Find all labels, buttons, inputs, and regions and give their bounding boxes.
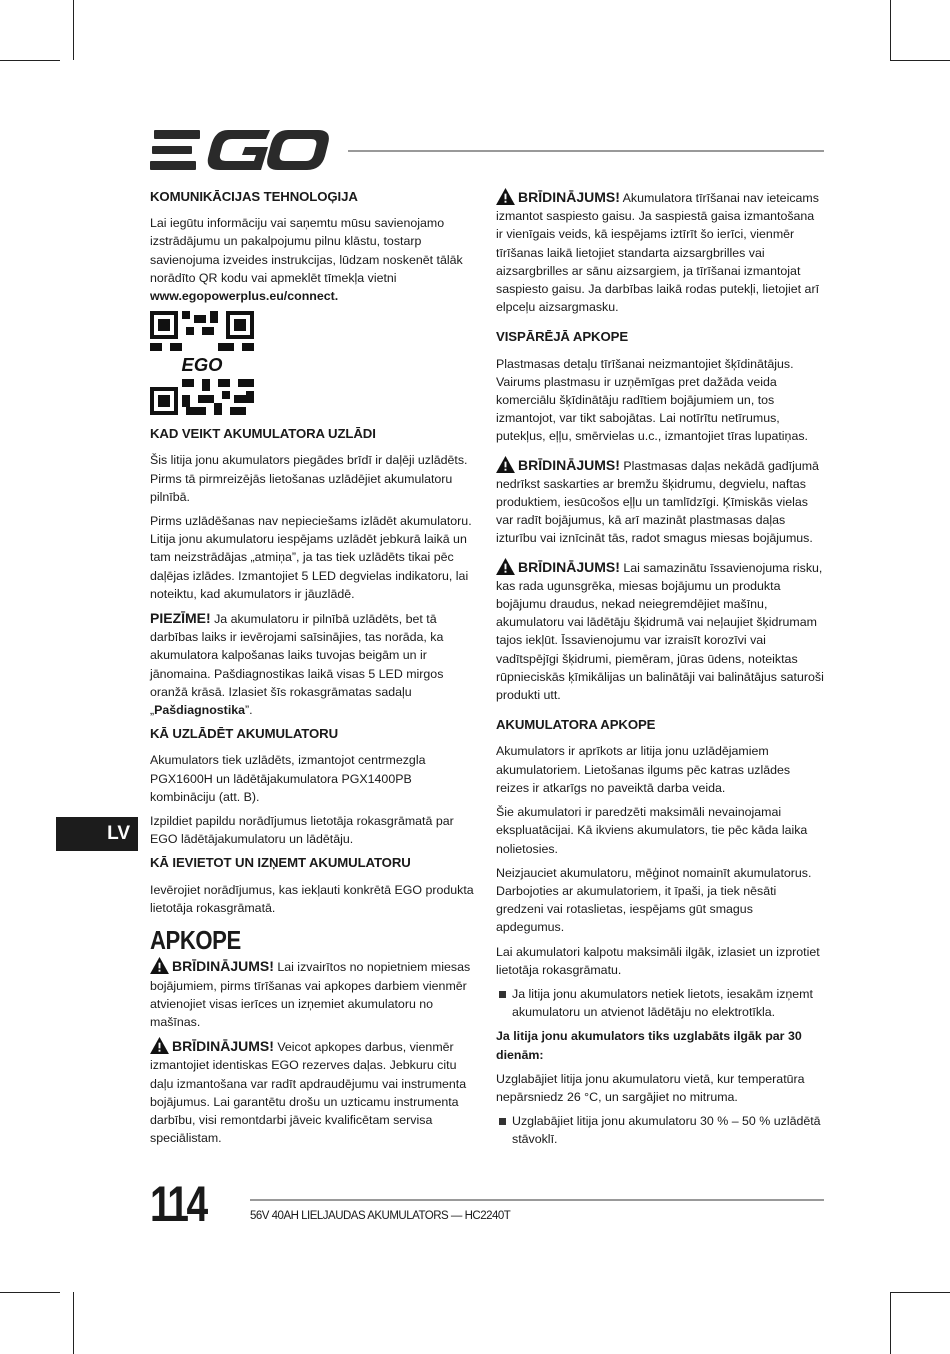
header-rule — [348, 150, 824, 152]
warning-icon — [496, 456, 515, 473]
crop-mark — [890, 0, 891, 60]
qr-logo: EGO — [181, 354, 223, 376]
paragraph: Pirms uzlādēšanas nav nepieciešams izlādēt akumulatoru. Litija jonu akumulatoru iespējams uzlādēt jebkurā laikā un tam neizstrādājas „atmiņa”, ja tas tiek uzlādēts tikai pēc daļējas izlādes. Izmantojiet 5 LED degvielas indikatoru, lai noteiktu, kad akumulators ir jāuzlādē. — [150, 514, 472, 601]
left-column — [150, 188, 476, 1153]
paragraph: Šis litija jonu akumulators piegādes brīdī ir daļēji uzlādēts. Pirms tā pirmreizējās lietošanas uzlādējiet akumulatoru pilnībā. — [150, 453, 468, 504]
page-number: 114 — [150, 1176, 206, 1232]
crop-mark — [0, 1292, 60, 1293]
warning-paragraph: BRĪDINĀJUMS! Veicot apkopes darbus, vienmēr izmantojiet identiskas EGO rezerves daļas. Jebkuru citu daļu izmantošana var radīt apdraudējumu vai instrumenta bojājumus. Lai garantētu drošu un uzticamu instrumenta darbību, visi remontdarbi jāveic kvalificētam servisa speciālistam. — [150, 1038, 467, 1146]
paragraph: Akumulators tiek uzlādēts, izmantojot centrmezgla PGX1600H un lādētājakumulatora PGX1400PB kombināciju (att. B). — [150, 753, 426, 804]
list-item: Uzglabājiet litija jonu akumulatoru 30 % – 50 % uzlādētā stāvoklī. — [496, 1112, 824, 1148]
warning-paragraph: BRĪDINĀJUMS! Lai izvairītos no nopietniem miesas bojājumiem, pirms tīrīšanas vai apkopes darbiem vienmēr atvienojiet visas ierīces un izņemiet akumulatoru no mašīnas. — [150, 958, 471, 1029]
crop-mark — [890, 60, 950, 61]
crop-mark — [890, 1292, 950, 1293]
warning-icon — [496, 558, 515, 575]
paragraph: Šie akumulatori ir paredzēti maksimāli nevainojamai ekspluatācijai. Kā ikviens akumulators, tie pēc kāda laika nolietosies. — [496, 805, 808, 856]
paragraph: Uzglabājiet litija jonu akumulatoru vietā, kur temperatūra nepārsniedz 26 °C, un sargājiet no mitruma. — [496, 1071, 805, 1104]
paragraph: Izpildiet papildu norādījumus lietotāja rokasgrāmatā par EGO lādētājakumulatoru un lādētāju. — [150, 814, 454, 847]
bullet-list — [496, 985, 824, 1021]
language-tab: LV — [56, 817, 138, 851]
ego-logo — [150, 130, 330, 172]
list-item: Ja litija jonu akumulators netiek lietots, iesakām izņemt akumulatoru un atvienot lādētāju no elektrotīkla. — [496, 985, 824, 1021]
section-heading: KOMUNIKĀCIJAS TEHNOLOĢIJA — [150, 189, 358, 204]
paragraph: Lai iegūtu informāciju vai saņemtu mūsu savienojamo izstrādājumu un pakalpojumu pilnu klāstu, tostarp savienojuma izveides instrukcijas, lūdzam noskenēt tālāk norādīto QR kodu vai apmeklēt tīmekļa vietni www.egopowerplus.eu/connect. — [150, 216, 463, 304]
note-label: PIEZĪME! — [150, 610, 211, 627]
footer-text: 56V 40AH LIELJAUDAS AKUMULATORS — HC2240T — [250, 1210, 511, 1222]
website-link[interactable]: www.egopowerplus.eu/connect. — [150, 289, 339, 304]
crop-mark — [0, 60, 60, 61]
bold-paragraph: Ja litija jonu akumulators tiks uzglabāts ilgāk par 30 dienām: — [496, 1029, 802, 1062]
paragraph: Lai akumulatori kalpotu maksimāli ilgāk, izlasiet un izprotiet lietotāja rokasgrāmatu. — [496, 944, 820, 977]
right-column — [496, 188, 824, 1155]
qr-code[interactable] — [150, 311, 254, 415]
section-heading: AKUMULATORA APKOPE — [496, 717, 656, 733]
note-paragraph: PIEZĪME! Ja akumulatoru ir pilnībā uzlādēts, bet tā darbības laiks ir ievērojami saīsinājies, tas norāda, ka akumulatora kalpošanas laiks tuvojas beigām un ir jānomaina. Pašdiagnostikas laikā visas 5 LED mirgos oranžā krāsā. Izlasiet šīs rokasgrāmatas sadaļu „Pašdiagnostika”. — [150, 610, 444, 718]
crop-mark — [890, 1292, 891, 1354]
warning-paragraph: BRĪDINĀJUMS! Lai samazinātu īssavienojuma risku, kas rada ugunsgrēka, miesas bojājumu un produkta bojājumu draudus, nekad neiegremdējiet mašīnu, akumulatoru vai lādētāju šķidrumā vai neļaujiet šķidrumam tajos iekļūt. Īssavienojumu var izraisīt korozīvi vai vadītspējīgi šķidrumi, piemēram, jūras ūdens, noteiktas rūpnieciskās ķīmikālijas un balinātāji vai balinātājus saturoši produkti utt. — [496, 558, 824, 703]
chapter-title: APKOPE — [150, 925, 241, 956]
paragraph: Neizjauciet akumulatoru, mēģinot nomainīt akumulatorus. Darbojoties ar akumulatoriem, it īpaši, ja tiek nēsāti gredzeni vai rotaslietas, iespējams gūt smagus apdegumus. — [496, 865, 812, 935]
warning-icon — [496, 188, 515, 205]
warning-icon — [150, 1037, 169, 1054]
paragraph: Ievērojiet norādījumus, kas iekļauti konkrētā EGO produkta lietotāja rokasgrāmatā. — [150, 882, 474, 915]
bullet-list — [496, 1112, 824, 1148]
section-heading: VISPĀRĒJĀ APKOPE — [496, 329, 629, 345]
section-heading: KĀ UZLĀDĒT AKUMULATORU — [150, 726, 339, 742]
paragraph: Plastmasas detaļu tīrīšanai neizmantojiet šķīdinātājus. Vairums plastmasu ir uzņēmīgas pret dažāda veida komerciālu šķīdinātāju radītiem bojājumiem un, tos izmantojot, var tikt sabojātas. Lai notīrītu netīrumus, putekļus, eļļu, smērvielas u.c., izmantojiet tīras lupatiņas. — [496, 356, 808, 444]
warning-icon — [150, 957, 169, 974]
crop-mark — [73, 0, 74, 60]
paragraph: Akumulators ir aprīkots ar litija jonu uzlādējamiem akumulatoriem. Lietošanas ilgums pēc katras uzlādes reizes ir atkarīgs no paveiktā darba veida. — [496, 744, 791, 795]
section-heading: KĀ IEVIETOT UN IZŅEMT AKUMULATORU — [150, 855, 411, 871]
section-heading: KAD VEIKT AKUMULATORA UZLĀDI — [150, 426, 376, 442]
warning-paragraph: BRĪDINĀJUMS! Akumulatora tīrīšanai nav ieteicams izmantot saspiesto gaisu. Ja saspiestā gaisa izmantošana ir vienīgais veids, kā iespējams iztīrīt šo ierīci, vienmēr tīrīšanas laikā lietojiet standarta aizsargbrilles vai aizsargbrilles ar sānu aizsargiem, ja tīrīšanai izmantojat saspiesto gaisu. Ja darbības laikā rodas putekļi, lietojiet arī elpceļu aizsargmasku. — [496, 189, 820, 315]
crop-mark — [73, 1292, 74, 1354]
warning-paragraph: BRĪDINĀJUMS! Plastmasas daļas nekādā gadījumā nedrīkst saskarties ar bremžu šķidrumu, degvielu, naftas produktiem, iesūcošos eļļu un tamlīdzīgi. Ķīmiskās vielas var radīt bojājumus, kā arī mazināt plastmasas daļas izturību vai iznīcināt tās, radot smagus miesas bojājumus. — [496, 456, 819, 546]
footer-rule — [250, 1199, 824, 1201]
